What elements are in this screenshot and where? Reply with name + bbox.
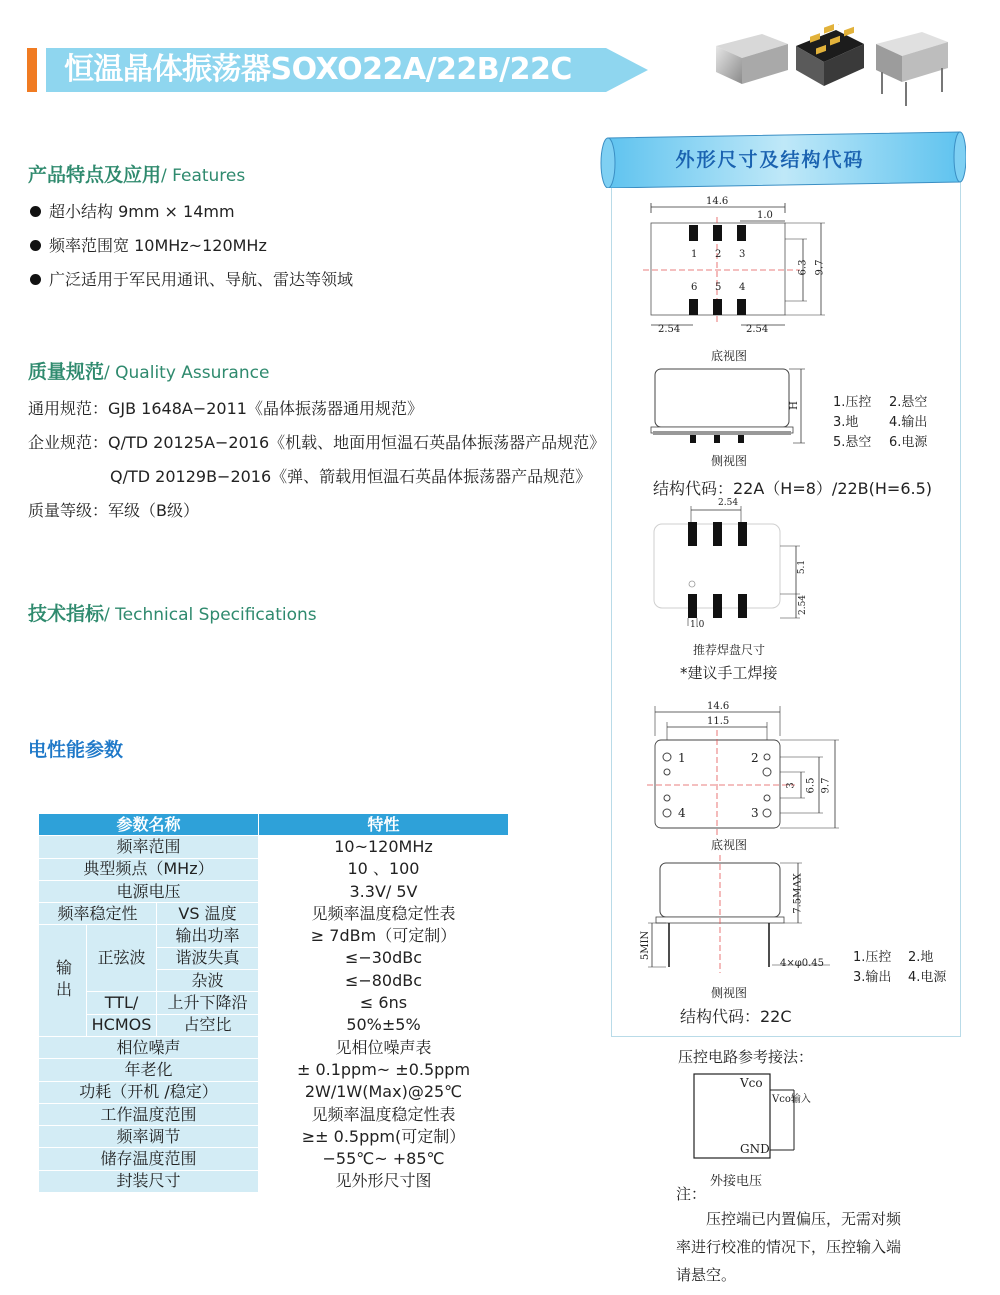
table-row [39,1059,509,1081]
param-name: 工作温度范围 [39,1103,259,1125]
bullet-icon [30,240,41,251]
param-value: 见相位噪声表 [259,1036,509,1058]
param-name: 封装尺寸 [39,1170,259,1192]
param-subname: 占空比 [157,1014,259,1036]
dim-pitch: 1.0 [757,210,773,221]
quality-heading [28,357,269,384]
param-name: 年老化 [39,1059,259,1081]
title-accent-bar [27,48,37,92]
hand-solder-note: *建议手工焊接 [680,664,778,682]
param-name: 相位噪声 [39,1036,259,1058]
electrical-heading: 电性能参数 [28,739,124,761]
pin-legend: 3.输出 [853,970,892,985]
outline-22c-bottom-view [645,700,845,835]
vco-pin-label: Vco [740,1076,763,1090]
feature-text: 超小结构 9mm × 14mm [49,202,235,221]
dim-22c-inner: 11.5 [707,716,730,727]
hcmos-group-label: HCMOS [87,1014,157,1036]
table-row [39,1036,509,1058]
feature-item [30,199,235,222]
spec-table [38,813,509,1193]
bullet-icon [30,206,41,217]
dim-side-height: H [788,401,800,410]
table-row [39,925,509,947]
table-row [39,992,509,1014]
param-value: 见外形尺寸图 [259,1170,509,1192]
outline-banner-title: 外形尺寸及结构代码 [675,149,865,171]
dim-right: 2.54 [746,324,769,335]
pin-legend: 4.输出 [889,415,928,430]
dim-pad-width: 1.0 [690,620,705,630]
note-label: 注： [676,1185,707,1203]
structure-code-22ab: 结构代码：22A（H=8）/22B(H=6.5) [653,479,933,498]
param-subname: 杂波 [157,970,259,992]
dim-pad-h2: 2.54 [798,594,809,616]
pin-legend: 6.电源 [889,435,928,450]
external-voltage-label: 外接电压 [710,1174,763,1189]
tech-heading-cn: 技术指标 [28,603,105,625]
param-name: 频率稳定性 [39,903,157,925]
caption-side-view: 侧视图 [711,454,748,468]
table-row [39,836,509,858]
param-value: 3.3V/ 5V [259,880,509,902]
dim-width: 14.6 [706,196,729,207]
param-value: 10~120MHz [259,836,509,858]
pin-number: 1 [678,751,686,765]
product-photo-dip [870,26,952,110]
table-row [39,1014,509,1036]
pin-legend: 2.地 [908,950,934,965]
feature-text: 广泛适用于军民用通讯、导航、雷达等领域 [49,270,354,289]
pin-number: 3 [739,249,746,260]
structure-code-22c: 结构代码：22C [680,1007,792,1026]
param-subname: 上升下降沿 [157,992,259,1014]
pin-number: 4 [739,282,746,293]
pin-number: 2 [715,249,722,260]
gnd-pin-label: GND [740,1142,770,1156]
pin-legend: 1.压控 [833,395,872,410]
param-value: 见频率温度稳定性表 [259,1103,509,1125]
feature-text: 频率范围宽 10MHz~120MHz [49,236,267,255]
pin-legend: 1.压控 [853,950,892,965]
pin-legend: 3.地 [833,415,859,430]
note-line-1: 压控端已内置偏压，无需对频 [706,1210,902,1228]
dim-pad-pitch: 2.54 [718,498,739,508]
tech-heading-en: / Technical Specifications [104,605,317,625]
output-group-label: 输出 [39,925,87,1036]
quality-grade: 质量等级：军级（B级） [28,501,199,520]
table-row [39,880,509,902]
table-header-cell: 特性 [259,814,509,836]
quality-heading-en: / Quality Assurance [104,363,270,383]
pin-legend: 4.电源 [908,970,947,985]
pin-number: 3 [751,806,759,820]
pin-legend: 5.悬空 [833,435,872,450]
param-name: 典型频点（MHz） [39,858,259,880]
param-value: ≤ 6ns [259,992,509,1014]
product-photo-smd-bottom [790,24,868,94]
pin-number: 4 [678,806,686,820]
param-value: ≤−30dBc [259,947,509,969]
ttl-group-label: TTL/ [87,992,157,1014]
caption-22c-bottom-view: 底视图 [711,838,748,852]
caption-bottom-view: 底视图 [711,349,748,363]
table-row [39,1148,509,1170]
table-row [39,903,509,925]
param-name: 储存温度范围 [39,1148,259,1170]
features-heading [28,160,245,187]
features-heading-en: / Features [161,166,246,186]
pin-number: 5 [715,282,722,293]
features-heading-cn: 产品特点及应用 [28,164,162,186]
table-header-cell: 参数名称 [39,814,259,836]
quality-enterprise-spec-2: Q/TD 20129B−2016《弹、箭载用恒温石英晶体振荡器产品规范》 [110,467,592,486]
param-subname: 谐波失真 [157,947,259,969]
feature-item [30,233,267,256]
param-value: ± 0.1ppm~ ±0.5ppm [259,1059,509,1081]
title-banner-arrow [606,48,648,92]
table-row [39,1103,509,1125]
quality-general-spec: 通用规范：GJB 1648A−2011《晶体振荡器通用规范》 [28,399,423,418]
dim-22c-65: 6.5 [805,777,817,794]
quality-heading-cn: 质量规范 [28,361,105,383]
sine-group-label: 正弦波 [87,925,157,992]
dim-22c-min-pin: 5MIN [640,930,652,961]
param-value: ≤−80dBc [259,970,509,992]
pin-legend: 2.悬空 [889,395,928,410]
dim-left: 2.54 [658,324,681,335]
tech-heading [28,599,317,626]
param-value: 见频率温度稳定性表 [259,903,509,925]
dim-height-1: 6.3 [797,259,809,276]
param-subname: VS 温度 [157,903,259,925]
outline-22c-side-view [640,855,840,975]
table-header-row [39,814,509,836]
param-name: 电源电压 [39,880,259,902]
table-row [39,1170,509,1192]
param-subname: 输出功率 [157,925,259,947]
param-value: 2W/1W(Max)@25℃ [259,1081,509,1103]
table-row [39,1126,509,1148]
caption-pad: 推荐焊盘尺寸 [693,643,766,657]
pin-number: 1 [691,249,698,260]
page-title: 恒温晶体振荡器SOXO22A/22B/22C [64,52,572,87]
bullet-icon [30,274,41,285]
param-value: 50%±5% [259,1014,509,1036]
param-name: 频率调节 [39,1126,259,1148]
param-value: ≥ 7dBm（可定制） [259,925,509,947]
dim-22c-width: 14.6 [707,701,730,712]
note-line-2: 率进行校准的情况下，压控输入端 [676,1238,902,1256]
dim-22c-pin-dia: 4×φ0.45 [780,958,825,969]
dim-22c-97: 9.7 [820,777,832,794]
vc-circuit-heading: 压控电路参考接法： [678,1048,814,1066]
caption-22c-side-view: 侧视图 [711,986,748,1000]
table-row [39,1081,509,1103]
pin-number: 2 [751,751,759,765]
vco-input-label: Vco输入 [772,1094,811,1105]
param-name: 频率范围 [39,836,259,858]
param-value: ≥± 0.5ppm(可定制） [259,1126,509,1148]
param-value: 10 、100 [259,858,509,880]
product-photo-metal-can [710,28,792,90]
feature-item [30,267,353,290]
dim-22c-3: 3 [785,782,797,789]
param-value: −55℃~ +85℃ [259,1148,509,1170]
param-name: 功耗（开机 /稳定） [39,1081,259,1103]
dim-22c-max-height: 7.5MAX [792,873,804,914]
outline-22ab-side-view [645,365,820,455]
quality-enterprise-spec-1: 企业规范：Q/TD 20125A−2016《机载、地面用恒温石英晶体振荡器产品规范》 [28,433,606,452]
dim-pad-h1: 5.1 [797,559,808,575]
recommended-pad-layout [648,500,818,630]
note-line-3: 请悬空。 [676,1266,737,1284]
table-row [39,858,509,880]
dim-height-2: 9.7 [814,259,826,276]
pin-number: 6 [691,282,698,293]
